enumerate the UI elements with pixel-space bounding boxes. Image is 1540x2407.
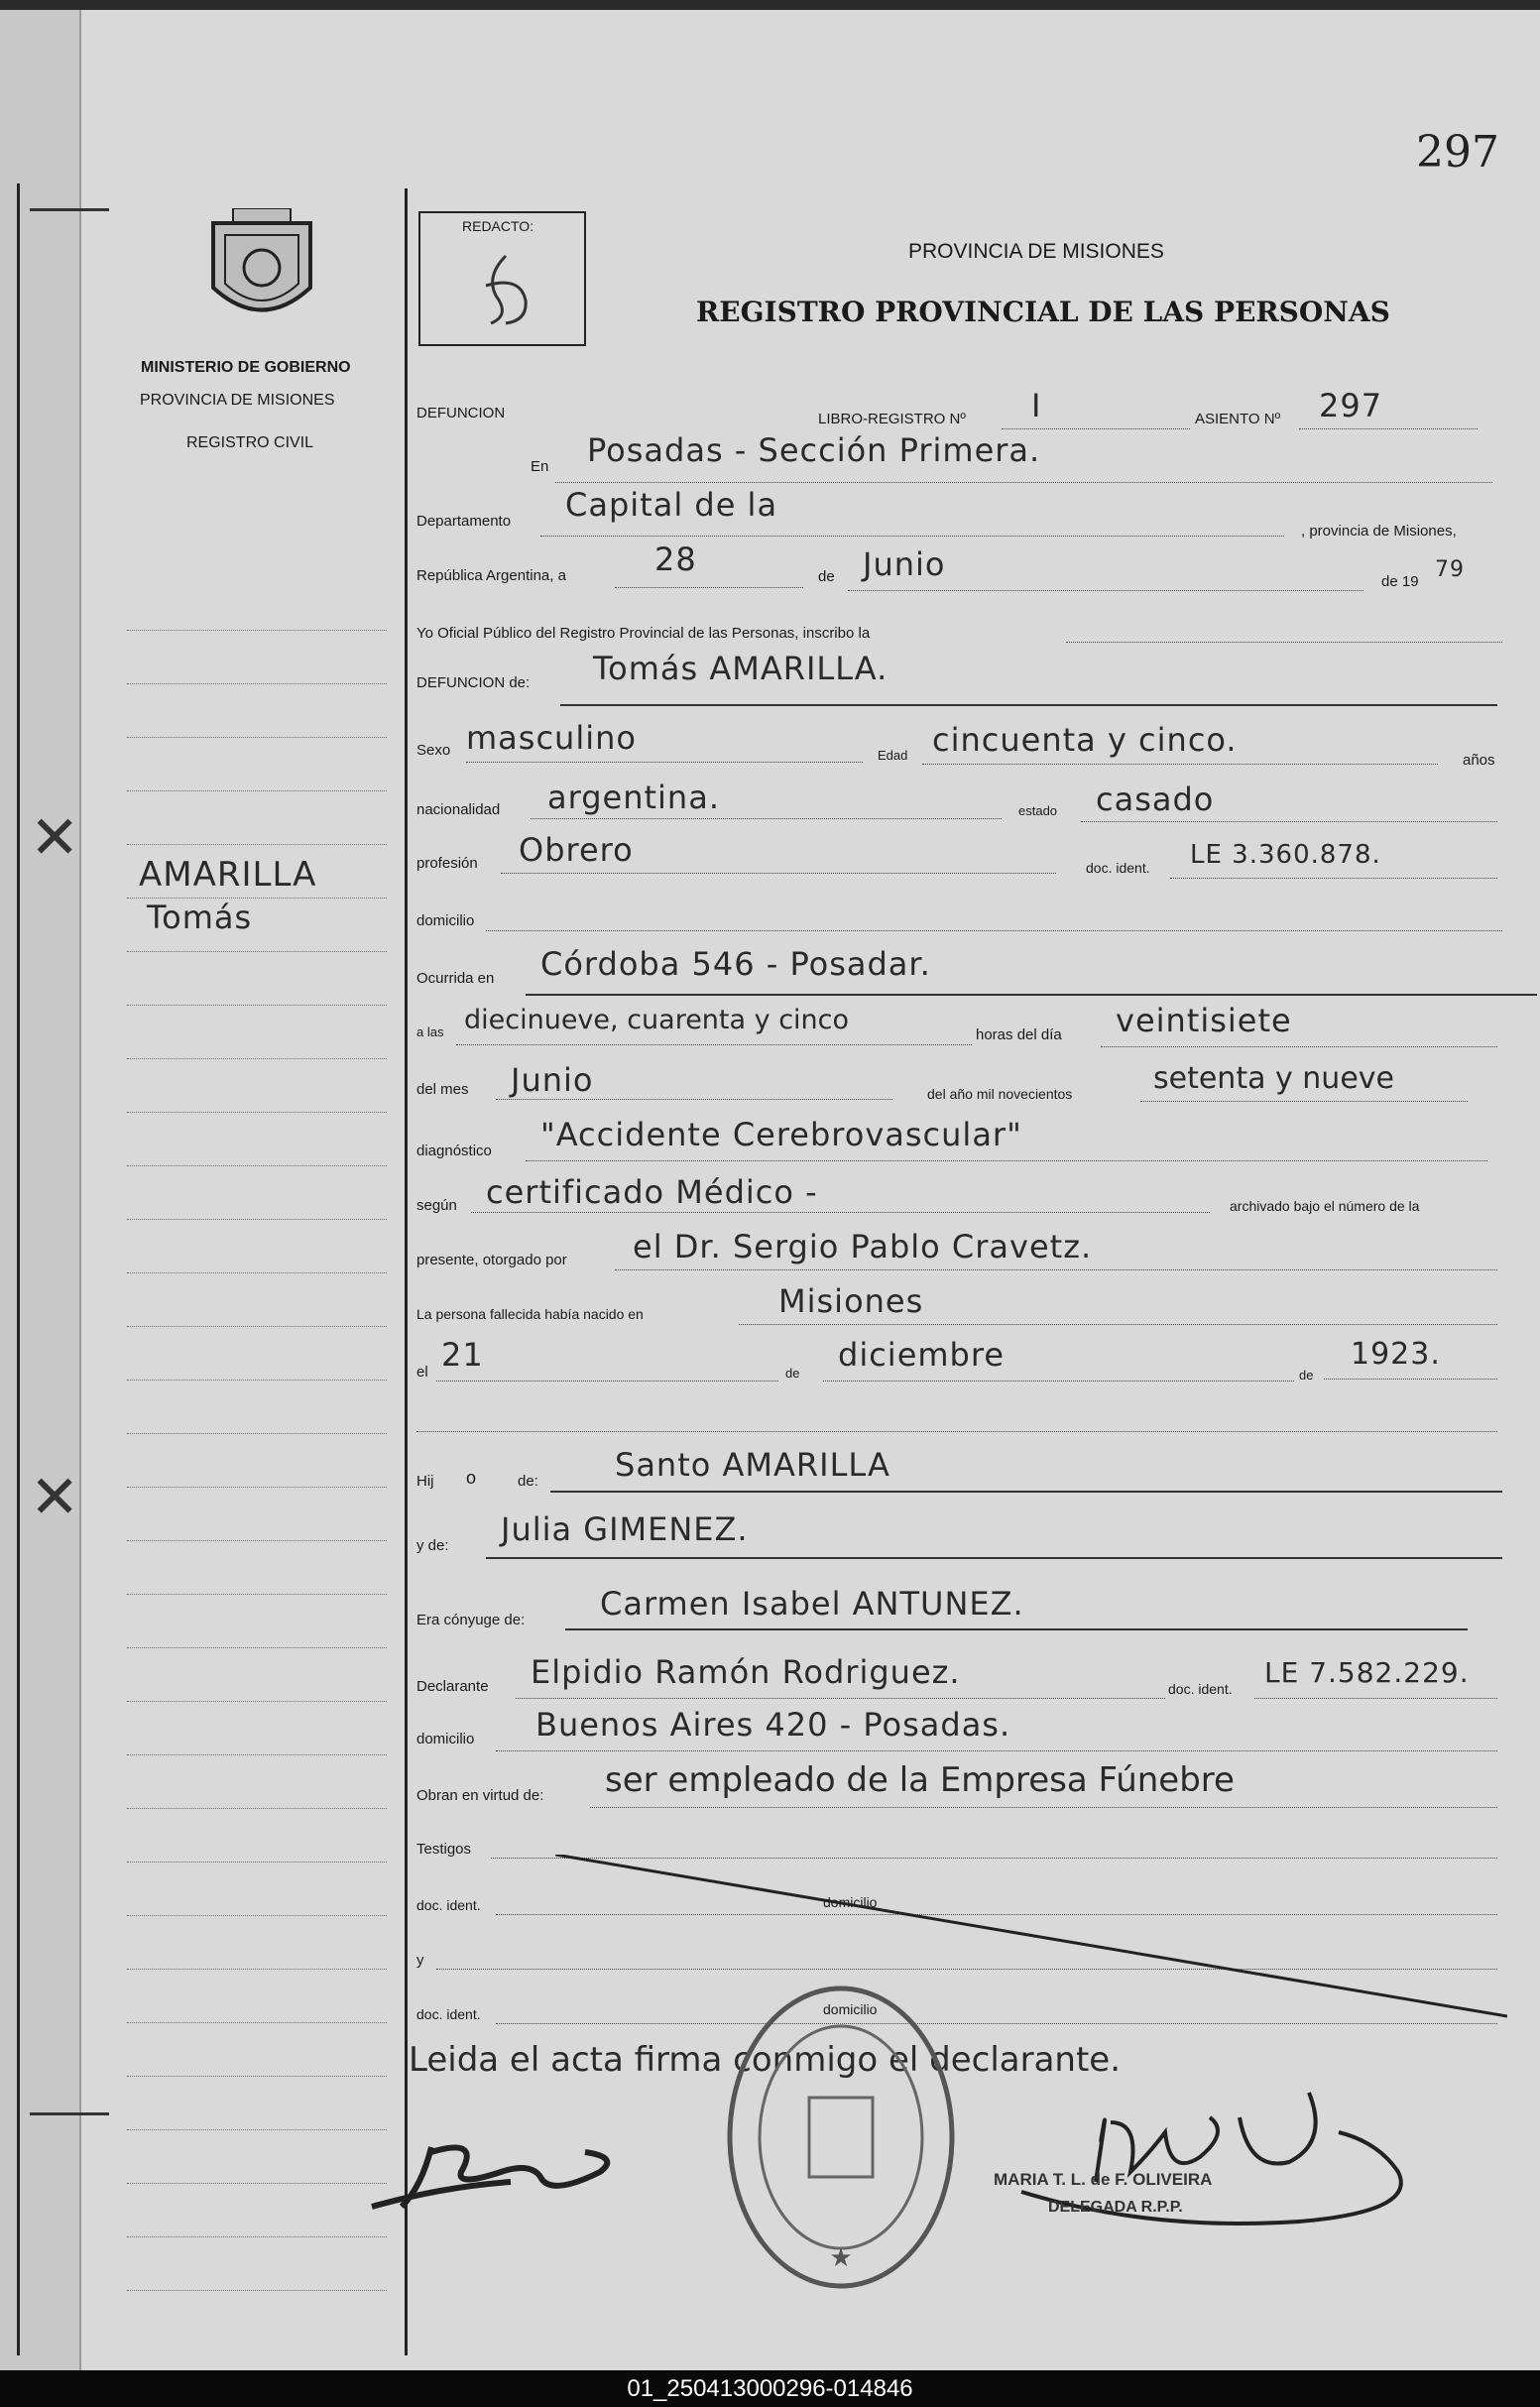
segun-value: certificado Médico - <box>486 1173 818 1211</box>
conyuge-value: Carmen Isabel ANTUNEZ. <box>600 1585 1024 1623</box>
registry-header: REGISTRO PROVINCIAL DE LAS PERSONAS <box>696 296 1390 328</box>
stub-rule-line <box>127 737 387 738</box>
hijo-de-label: de: <box>518 1473 538 1490</box>
ocurrida-label: Ocurrida en <box>416 970 495 987</box>
redacto-signature-icon <box>466 246 545 330</box>
year-label: de 19 <box>1381 573 1419 590</box>
birth-day: 21 <box>441 1336 484 1374</box>
en-rule <box>555 482 1492 483</box>
obran-rule <box>590 1807 1497 1808</box>
stitch-mark <box>30 208 109 211</box>
emblem-seal-icon <box>203 208 320 332</box>
document-id-footer: 01_250413000296-014846 <box>0 2370 1540 2407</box>
de-label: de <box>818 568 835 585</box>
conyuge-rule <box>565 1628 1468 1630</box>
diagnostico-rule <box>526 1160 1487 1161</box>
ocurrida-rule <box>526 994 1537 996</box>
departamento-value: Capital de la <box>565 486 778 524</box>
libro-label: LIBRO-REGISTRO Nº <box>818 411 966 427</box>
oficial-text: Yo Oficial Público del Registro Provincial de las Personas, inscribo la <box>416 625 871 642</box>
asiento-value: 297 <box>1319 387 1383 424</box>
del-mes-label: del mes <box>416 1081 469 1098</box>
doc-value: LE 3.360.878. <box>1190 840 1381 870</box>
asiento-label: ASIENTO Nº <box>1195 411 1281 427</box>
oficial-rule <box>1066 642 1502 643</box>
segun-rule <box>471 1212 1210 1213</box>
edad-label: Edad <box>878 748 908 763</box>
blank-rule <box>416 1431 1497 1432</box>
doc-ident-2-label: doc. ident. <box>416 2006 481 2022</box>
departamento-label: Departamento <box>416 513 512 530</box>
stub-left-border <box>17 183 20 2355</box>
stub-rule-line <box>127 2236 387 2237</box>
stub-rule-line <box>127 683 387 684</box>
declarante-rule <box>516 1698 1165 1699</box>
domicilio2-value: Buenos Aires 420 - Posadas. <box>535 1706 1011 1744</box>
nacionalidad-rule <box>531 818 1002 819</box>
certificate-page <box>0 10 1540 2370</box>
official-title: DELEGADA R.P.P. <box>1048 2199 1183 2216</box>
stub-rule-line <box>127 1272 387 1273</box>
estado-value: casado <box>1096 781 1215 818</box>
stub-rule-line <box>127 1969 387 1970</box>
declarante-doc-rule <box>1254 1698 1497 1699</box>
libro-rule <box>1002 428 1190 429</box>
nacido-label: La persona fallecida había nacido en <box>416 1306 644 1322</box>
ministry-province-label: PROVINCIA DE MISIONES <box>140 392 335 409</box>
stub-rule-line <box>127 1219 387 1220</box>
binding-spine <box>0 10 81 2370</box>
day-value: 28 <box>654 541 697 578</box>
stub-rule-line <box>127 1701 387 1702</box>
closing-statement: Leida el acta firma conmigo el declarante. <box>409 2040 1122 2080</box>
testigos-label: Testigos <box>416 1841 472 1858</box>
birth-month-rule <box>823 1381 1294 1382</box>
stub-rule-line <box>127 1380 387 1381</box>
domicilio-t1-label: domicilio <box>823 1894 878 1910</box>
stitch-mark <box>30 2112 109 2115</box>
stub-rule-line <box>127 1058 387 1059</box>
obran-label: Obran en virtud de: <box>416 1787 544 1804</box>
asiento-rule <box>1299 428 1478 429</box>
doc-ident-2-rule <box>496 2023 1497 2024</box>
stub-rule-line <box>127 1915 387 1916</box>
horas-value: veintisiete <box>1116 1002 1292 1039</box>
birth-year-rule <box>1324 1379 1497 1380</box>
declarant-signature-icon <box>362 2127 650 2222</box>
profesion-value: Obrero <box>519 831 634 869</box>
diagnostico-value: "Accidente Cerebrovascular" <box>540 1116 1022 1153</box>
stub-rule-line <box>127 1433 387 1434</box>
en-value: Posadas - Sección Primera. <box>587 431 1041 469</box>
defuncion-de-label: DEFUNCION de: <box>416 674 531 691</box>
stub-rule-line <box>127 2076 387 2077</box>
edad-value: cincuenta y cinco. <box>932 721 1238 759</box>
sexo-value: masculino <box>466 719 637 757</box>
estado-label: estado <box>1018 803 1058 818</box>
en-label: En <box>531 458 549 475</box>
birth-de-label: de <box>785 1366 800 1381</box>
stub-rule-line <box>127 1647 387 1648</box>
profesion-label: profesión <box>416 855 478 872</box>
stub-divider <box>405 188 408 2355</box>
month-value: Junio <box>863 545 946 583</box>
stub-rule-line <box>127 898 387 899</box>
stub-given-name: Tomás <box>147 899 253 936</box>
stub-rule-line <box>127 1808 387 1809</box>
y-de-label: y de: <box>416 1537 449 1554</box>
stitch-cross-icon: ✕ <box>30 804 80 871</box>
nacido-rule <box>739 1324 1497 1325</box>
y-de-value: Julia GIMENEZ. <box>501 1510 749 1548</box>
a-las-label: a las <box>416 1024 444 1039</box>
strike-line <box>555 1855 1507 2023</box>
horas-rule <box>1101 1046 1497 1047</box>
sexo-label: Sexo <box>416 742 451 759</box>
stub-rule-line <box>127 630 387 631</box>
doc-ident-1-label: doc. ident. <box>416 1897 481 1913</box>
stub-rule-line <box>127 1540 387 1541</box>
estado-rule <box>1081 821 1497 822</box>
hijo-value: Santo AMARILLA <box>615 1446 890 1484</box>
stub-rule-line <box>127 2290 387 2291</box>
stub-rule-line <box>127 2129 387 2130</box>
hijo-label: Hij <box>416 1473 434 1490</box>
stitch-cross-icon: ✕ <box>30 1464 80 1530</box>
day-rule <box>615 587 803 588</box>
province-header: PROVINCIA DE MISIONES <box>908 240 1164 263</box>
doc-label: doc. ident. <box>1086 860 1150 876</box>
el-label: el <box>416 1364 428 1381</box>
republica-label: República Argentina, a <box>416 567 566 584</box>
stub-rule-line <box>127 1165 387 1166</box>
presente-label: presente, otorgado por <box>416 1252 567 1268</box>
nacionalidad-label: nacionalidad <box>416 801 501 818</box>
del-mes-value: Junio <box>511 1061 594 1099</box>
y-label: y <box>416 1952 424 1969</box>
stub-rule-line <box>127 1112 387 1113</box>
nacido-value: Misiones <box>778 1282 924 1320</box>
anio-label: del año mil novecientos <box>927 1086 1073 1102</box>
stub-rule-line <box>127 790 387 791</box>
declarante-value: Elpidio Ramón Rodriguez. <box>531 1653 961 1691</box>
profesion-rule <box>501 873 1056 874</box>
domicilio-rule <box>486 930 1502 931</box>
stub-surname: AMARILLA <box>139 855 317 895</box>
hijo-suffix: o <box>466 1468 477 1488</box>
ministry-label: MINISTERIO DE GOBIERNO <box>141 359 351 376</box>
stub-rule-line <box>127 1326 387 1327</box>
birth-year: 1923. <box>1351 1337 1441 1372</box>
anio-value: setenta y nueve <box>1153 1061 1394 1096</box>
stub-rule-line <box>127 951 387 952</box>
svg-text:★: ★ <box>829 2242 853 2272</box>
declarante-doc-label: doc. ident. <box>1168 1681 1233 1697</box>
anos-label: años <box>1463 752 1495 769</box>
domicilio-t2-label: domicilio <box>823 2001 878 2017</box>
hijo-rule <box>550 1491 1502 1493</box>
stub-rule-line <box>127 1594 387 1595</box>
departamento-rule <box>540 536 1284 537</box>
presente-rule <box>615 1269 1497 1270</box>
year-value: 79 <box>1435 557 1465 582</box>
archivado-label: archivado bajo el número de la <box>1230 1198 1420 1214</box>
provincia-label: , provincia de Misiones, <box>1301 523 1457 540</box>
registro-civil-label: REGISTRO CIVIL <box>186 434 314 451</box>
stub-rule-line <box>127 844 387 845</box>
domicilio2-label: domicilio <box>416 1731 475 1747</box>
birth-de2-label: de <box>1299 1368 1314 1383</box>
libro-value: I <box>1031 387 1042 424</box>
official-stamp-icon <box>722 1979 960 2296</box>
stub-rule-line <box>127 1862 387 1863</box>
a-las-value: diecinueve, cuarenta y cinco <box>464 1005 850 1035</box>
redacto-label: REDACTO: <box>462 218 534 234</box>
obran-value: ser empleado de la Empresa Fúnebre <box>605 1760 1235 1800</box>
stub-rule-line <box>127 1487 387 1488</box>
birth-day-rule <box>436 1381 778 1382</box>
declarante-label: Declarante <box>416 1678 489 1695</box>
stub-rule-line <box>127 1754 387 1755</box>
form-type-label: DEFUNCION <box>416 405 506 421</box>
birth-month: diciembre <box>838 1336 1005 1374</box>
stub-rule-line <box>127 2183 387 2184</box>
domicilio2-rule <box>496 1750 1497 1751</box>
a-las-rule <box>456 1044 972 1045</box>
declarante-doc-value: LE 7.582.229. <box>1264 1656 1470 1689</box>
ocurrida-value: Córdoba 546 - Posadar. <box>540 945 931 983</box>
conyuge-label: Era cónyuge de: <box>416 1612 526 1628</box>
nacionalidad-value: argentina. <box>547 779 720 816</box>
stub-rule-line <box>127 2022 387 2023</box>
official-name: MARIA T. L. de F. OLIVEIRA <box>994 2170 1213 2189</box>
defuncion-de-value: Tomás AMARILLA. <box>593 650 888 687</box>
stub-rule-line <box>127 1005 387 1006</box>
edad-rule <box>922 764 1438 765</box>
horas-label: horas del día <box>976 1026 1062 1043</box>
doc-rule <box>1170 878 1497 879</box>
defuncion-de-rule <box>560 704 1497 706</box>
y-de-rule <box>486 1557 1502 1559</box>
sexo-rule <box>466 762 863 763</box>
diagnostico-label: diagnóstico <box>416 1143 492 1159</box>
month-rule <box>848 590 1363 591</box>
presente-value: el Dr. Sergio Pablo Cravetz. <box>633 1228 1093 1265</box>
segun-label: según <box>416 1197 457 1214</box>
anio-rule <box>1140 1101 1468 1102</box>
domicilio-label: domicilio <box>416 912 475 929</box>
del-mes-rule <box>496 1099 892 1100</box>
page-number: 297 <box>1416 127 1499 178</box>
